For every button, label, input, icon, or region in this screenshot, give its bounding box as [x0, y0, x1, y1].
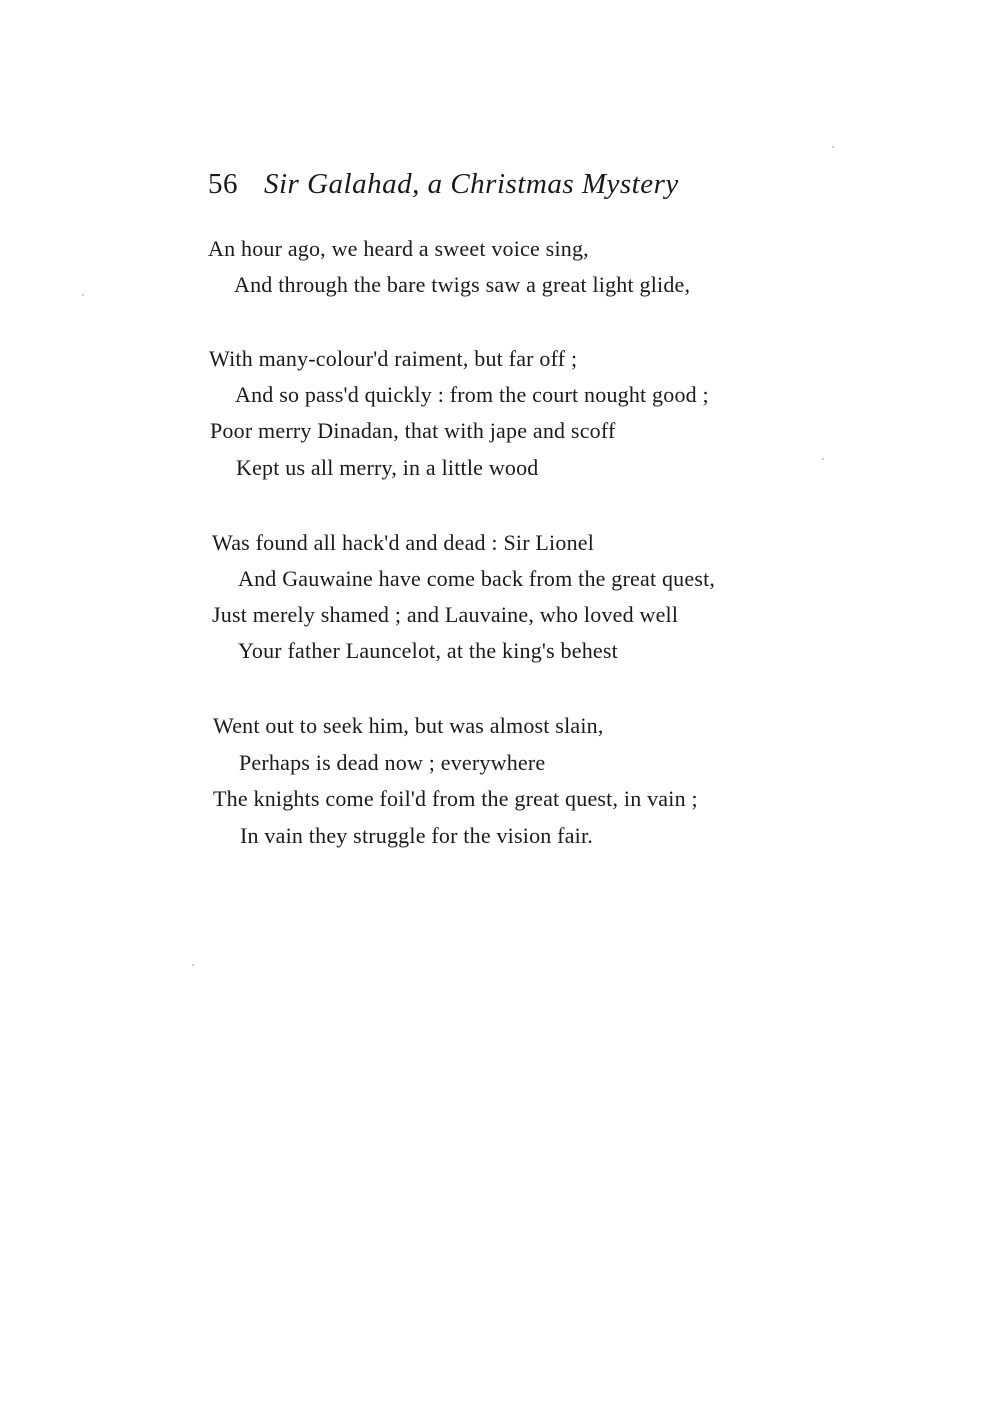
page-number: 56	[208, 168, 238, 200]
poem-line: With many-colour'd raiment, but far off ;	[209, 346, 578, 371]
scan-speck	[832, 146, 834, 148]
poem-line: In vain they struggle for the vision fair.	[240, 823, 593, 848]
poem-line: Kept us all merry, in a little wood	[236, 455, 539, 480]
scan-speck	[192, 964, 194, 966]
scan-speck	[82, 294, 84, 296]
poem-line: And so pass'd quickly : from the court nought good ;	[235, 382, 709, 407]
poem-line: Poor merry Dinadan, that with jape and scoff	[210, 418, 616, 443]
poem-line: And Gauwaine have come back from the great quest,	[238, 566, 716, 591]
poem-line: An hour ago, we heard a sweet voice sing,	[208, 236, 589, 261]
running-title: Sir Galahad, a Christmas Mystery	[264, 168, 679, 200]
poem-line: Your father Launcelot, at the king's behest	[238, 638, 618, 663]
poem-line: And through the bare twigs saw a great light glide,	[234, 272, 691, 297]
poem-line: The knights come foil'd from the great quest, in vain ;	[213, 786, 698, 811]
poem-line: Just merely shamed ; and Lauvaine, who loved well	[212, 602, 679, 627]
scan-speck	[822, 458, 824, 460]
poem-line: Perhaps is dead now ; everywhere	[239, 750, 546, 775]
poem-line: Was found all hack'd and dead : Sir Lionel	[212, 530, 595, 555]
poem-line: Went out to seek him, but was almost slain,	[213, 713, 604, 738]
